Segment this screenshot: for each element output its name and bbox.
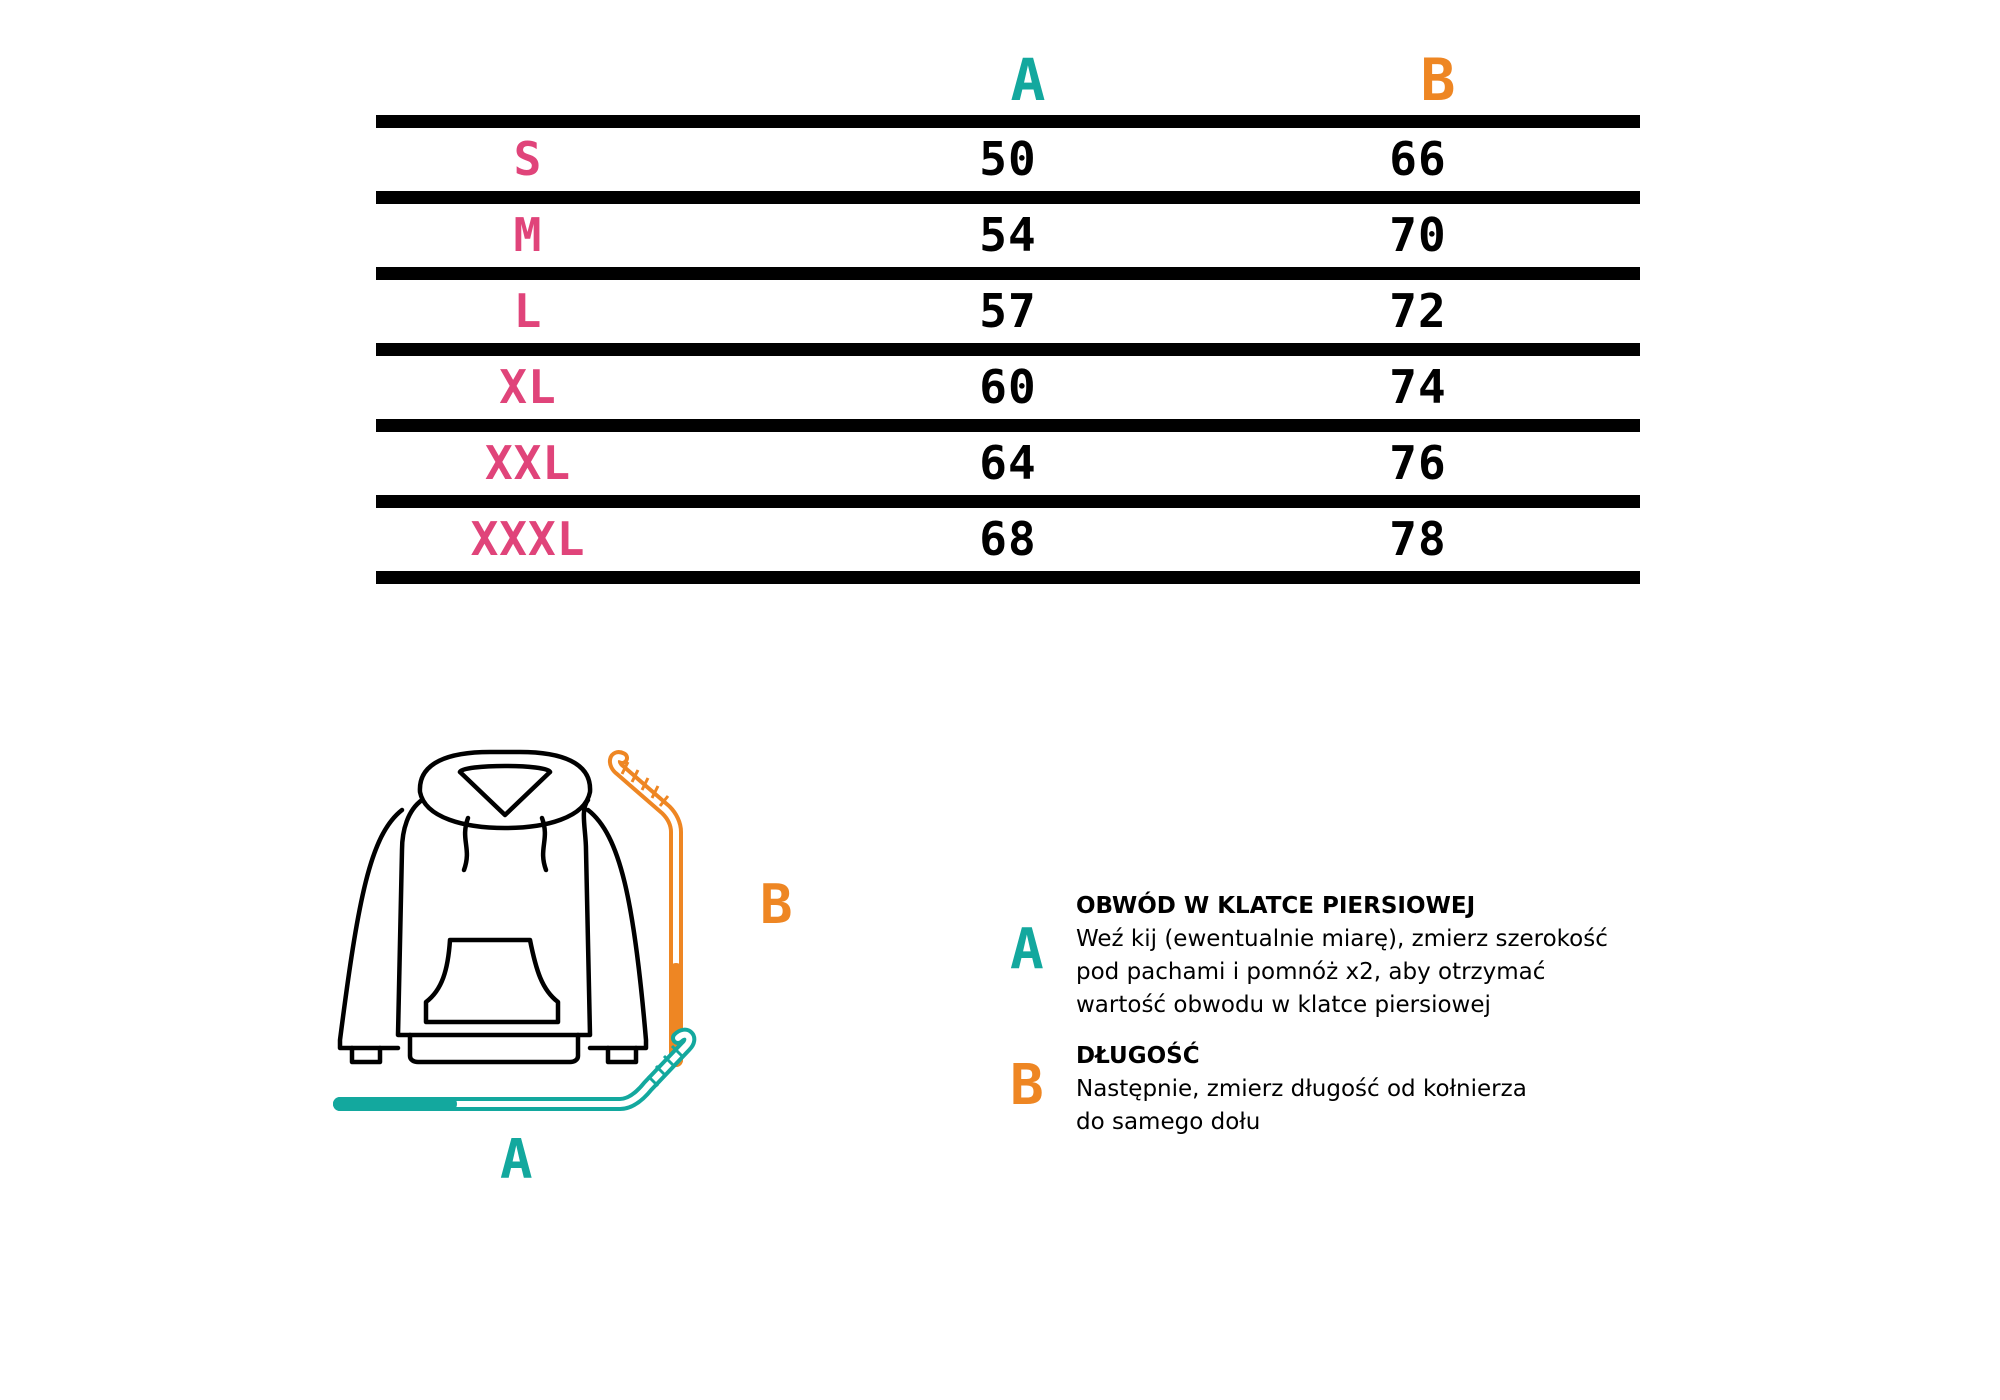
measure-b: 76 xyxy=(1389,436,1447,490)
size-table xyxy=(376,45,1640,584)
legend-title-a: OBWÓD W KLATCE PIERSIOWEJ xyxy=(1076,893,1476,919)
size-label: XL xyxy=(499,360,557,414)
size-label: XXL xyxy=(484,436,572,490)
size-label: L xyxy=(513,284,543,338)
measure-b: 66 xyxy=(1389,132,1447,186)
table-row xyxy=(376,128,1640,191)
legend-letter-a: A xyxy=(1010,917,1044,982)
table-row xyxy=(376,356,1640,419)
legend-line: Następnie, zmierz długość od kołnierza xyxy=(1076,1076,1527,1102)
legend-letter-b: B xyxy=(1010,1053,1044,1118)
table-row xyxy=(376,280,1640,343)
column-headers xyxy=(376,45,1640,115)
measurement-legend xyxy=(1010,890,1690,1157)
column-header-a: A xyxy=(1010,46,1046,114)
table-rule xyxy=(376,267,1640,280)
dimension-label-a: A xyxy=(500,1128,533,1191)
table-row xyxy=(376,204,1640,267)
measure-a: 57 xyxy=(979,284,1037,338)
table-rule xyxy=(376,115,1640,128)
table-rule xyxy=(376,571,1640,584)
measure-a: 50 xyxy=(979,132,1037,186)
measure-a: 64 xyxy=(979,436,1037,490)
legend-line: wartość obwodu w klatce piersiowej xyxy=(1076,992,1491,1018)
table-rule xyxy=(376,343,1640,356)
table-rule xyxy=(376,495,1640,508)
measure-b: 72 xyxy=(1389,284,1447,338)
table-row xyxy=(376,508,1640,571)
size-label: S xyxy=(513,132,543,186)
size-label: XXXL xyxy=(470,512,586,566)
table-rule xyxy=(376,419,1640,432)
measure-b: 78 xyxy=(1389,512,1447,566)
measure-a: 60 xyxy=(979,360,1037,414)
hoodie-icon xyxy=(330,740,810,1200)
size-label: M xyxy=(513,208,543,262)
legend-item-a xyxy=(1010,890,1690,1022)
legend-line: Weź kij (ewentualnie miarę), zmierz szerokość xyxy=(1076,926,1608,952)
measurement-illustration xyxy=(330,740,810,1200)
table-row xyxy=(376,432,1640,495)
table-rule xyxy=(376,191,1640,204)
measure-a: 68 xyxy=(979,512,1037,566)
dimension-label-b: B xyxy=(760,873,793,936)
legend-line: pod pachami i pomnóż x2, aby otrzymać xyxy=(1076,959,1546,985)
legend-line: do samego dołu xyxy=(1076,1109,1261,1135)
measure-a: 54 xyxy=(979,208,1037,262)
measure-b: 70 xyxy=(1389,208,1447,262)
column-header-b: B xyxy=(1420,46,1456,114)
legend-item-b xyxy=(1010,1040,1690,1139)
measure-b: 74 xyxy=(1389,360,1447,414)
legend-title-b: DŁUGOŚĆ xyxy=(1076,1043,1200,1069)
